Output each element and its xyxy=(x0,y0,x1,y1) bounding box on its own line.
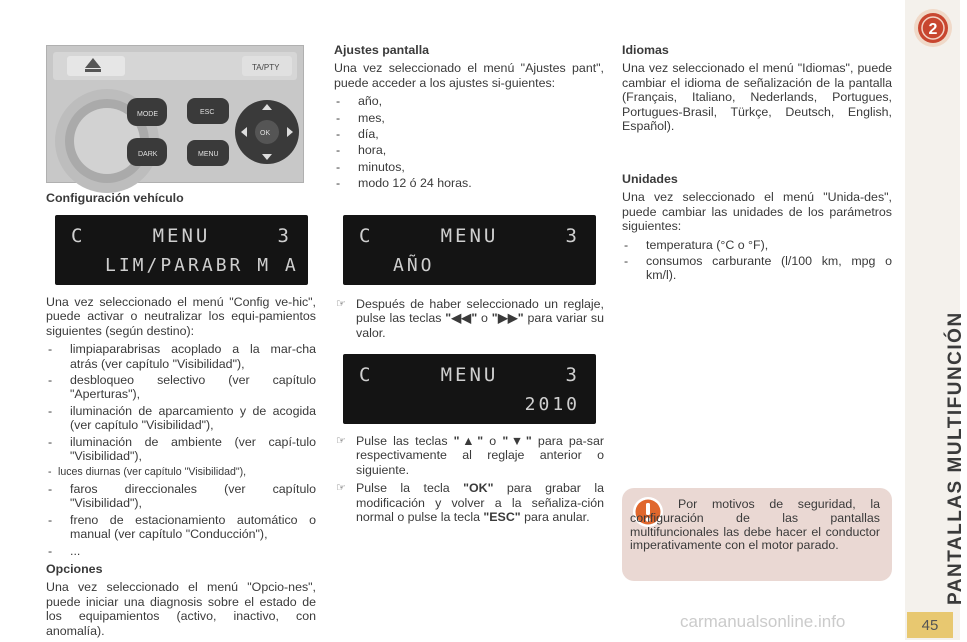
list-item: - temperatura (°C o °F), xyxy=(622,238,892,252)
pointing-hand-icon: ☞ xyxy=(336,435,346,447)
watermark: carmanualsonline.info xyxy=(680,612,846,631)
ta-pty-label: TA/PTY xyxy=(252,63,280,72)
heading-ajustes: Ajustes pantalla xyxy=(334,43,430,57)
ajustes-list xyxy=(334,94,604,190)
lcd-value: LIM/PARABR M A xyxy=(105,255,299,276)
display-year xyxy=(343,354,596,424)
lcd-bracket-right: 3 xyxy=(277,225,292,247)
safety-warning-box xyxy=(622,488,892,581)
lcd-bracket-left: C xyxy=(71,225,86,247)
list-item: - modo 12 ó 24 horas. xyxy=(334,176,604,190)
heading-idiomas: Idiomas xyxy=(622,43,669,57)
config-list xyxy=(46,342,316,558)
list-item: - desbloqueo selectivo (ver capítulo "Aperturas"), xyxy=(46,373,316,402)
lcd-bracket-right: 3 xyxy=(565,225,580,247)
key-rewind: "◀◀" xyxy=(445,311,478,326)
lcd-menu: MENU xyxy=(440,364,499,386)
list-item: - iluminación de aparcamiento y de acogida (ver capítulo "Visibilidad"), xyxy=(46,404,316,433)
chapter-badge xyxy=(913,8,953,48)
display-ano xyxy=(343,215,596,285)
list-item: - faros direccionales (ver capítulo "Visibilidad"), xyxy=(46,482,316,511)
pointing-hand-icon: ☞ xyxy=(336,482,346,495)
lcd-bracket-right: 3 xyxy=(565,364,580,386)
column-middle xyxy=(334,43,604,195)
page-number: 45 xyxy=(907,612,953,638)
dark-label: DARK xyxy=(138,151,158,158)
key-esc: "ESC" xyxy=(483,510,521,525)
list-item: - freno de estacionamiento automático o manual (ver capítulo "Conducción"), xyxy=(46,513,316,542)
column-left-body xyxy=(46,295,316,642)
chapter-number: 2 xyxy=(928,21,938,38)
list-item: - consumos carburante (l/100 km, mpg o km/l). xyxy=(622,254,892,283)
lcd-value: 2010 xyxy=(524,394,580,415)
notes-navigate: ☞ Pulse las teclas "▲" o "▼" para pa-sar respectivamente al reglaje anterior o siguiente. ☞ Pulse la tecla "OK" para grabar la modificación y volver a la señaliza-ción normal o pulse la tecla "ESC" para anular. xyxy=(336,434,605,525)
key-down: "▼" xyxy=(502,434,532,448)
list-item: - limpiaparabrisas acoplado a la mar-cha atrás (ver capítulo "Visibilidad"), xyxy=(46,342,316,371)
lcd-bracket-left: C xyxy=(359,225,374,247)
column-left xyxy=(46,191,316,209)
list-item: - año, xyxy=(334,94,604,108)
key-forward: "▶▶" xyxy=(491,311,524,326)
display-config xyxy=(55,215,308,285)
config-intro: Una vez seleccionado el menú "Config ve-hic", puede activar o neutralizar los equi-pamientos siguientes (según destino): xyxy=(46,295,316,338)
lcd-value: AÑO xyxy=(393,255,435,276)
menu-label: MENU xyxy=(198,151,219,158)
lcd-menu: MENU xyxy=(152,225,211,247)
list-item: - hora, xyxy=(334,143,604,157)
list-item: - iluminación de ambiente (ver capí-tulo "Visibilidad"), xyxy=(46,435,316,464)
idiomas-text: Una vez seleccionado el menú "Idiomas", puede cambiar el idioma de señalización de la pantalla (Français, Italiano, Nederlands, Portugues, Portugues-Brasil, Türkçe, Deutsch, English, Español). xyxy=(622,61,892,134)
list-item: - minutos, xyxy=(334,160,604,174)
key-up: "▲" xyxy=(453,434,484,448)
esc-label: ESC xyxy=(200,109,215,116)
unidades-list xyxy=(622,238,892,283)
note-adjust: ☞ Después de haber seleccionado un reglaje, pulse las teclas "◀◀" o "▶▶" para variar su valor. xyxy=(336,297,605,340)
list-item: - ... xyxy=(46,544,316,558)
key-ok: "OK" xyxy=(463,481,494,496)
lcd-bracket-left: C xyxy=(359,364,374,386)
ajustes-intro: Una vez seleccionado el menú "Ajustes pant", puede acceder a los ajustes si-guientes: xyxy=(334,61,604,90)
ok-label: OK xyxy=(260,130,271,137)
heading-unidades: Unidades xyxy=(622,172,678,186)
list-item: - luces diurnas (ver capítulo "Visibilidad"), xyxy=(46,465,316,479)
heading-configuracion: Configuración vehículo xyxy=(46,191,184,205)
column-right-units xyxy=(622,172,892,287)
unidades-text: Una vez seleccionado el menú "Unida-des", puede cambiar las unidades de los parámetros siguientes: xyxy=(622,190,892,234)
list-item: - mes, xyxy=(334,111,604,125)
mode-label: MODE xyxy=(137,111,158,118)
heading-opciones: Opciones xyxy=(46,561,103,576)
pointing-hand-icon: ☞ xyxy=(336,298,346,310)
control-panel-photo xyxy=(46,45,304,183)
chapter-title: PANTALLAS MULTIFUNCIÓN xyxy=(945,311,966,605)
opciones-text: Una vez seleccionado el menú "Opcio-nes", puede iniciar una diagnosis sobre el estado de los equipamientos (activo, inactivo, con anomalía). xyxy=(46,580,316,638)
lcd-menu: MENU xyxy=(440,225,499,247)
warning-text: Por motivos de seguridad, la configuración de las pantallas multifuncionales las debe hacer el conductor imperativamente con el motor parado. xyxy=(630,497,880,553)
column-right xyxy=(622,43,892,137)
list-item: - día, xyxy=(334,127,604,141)
